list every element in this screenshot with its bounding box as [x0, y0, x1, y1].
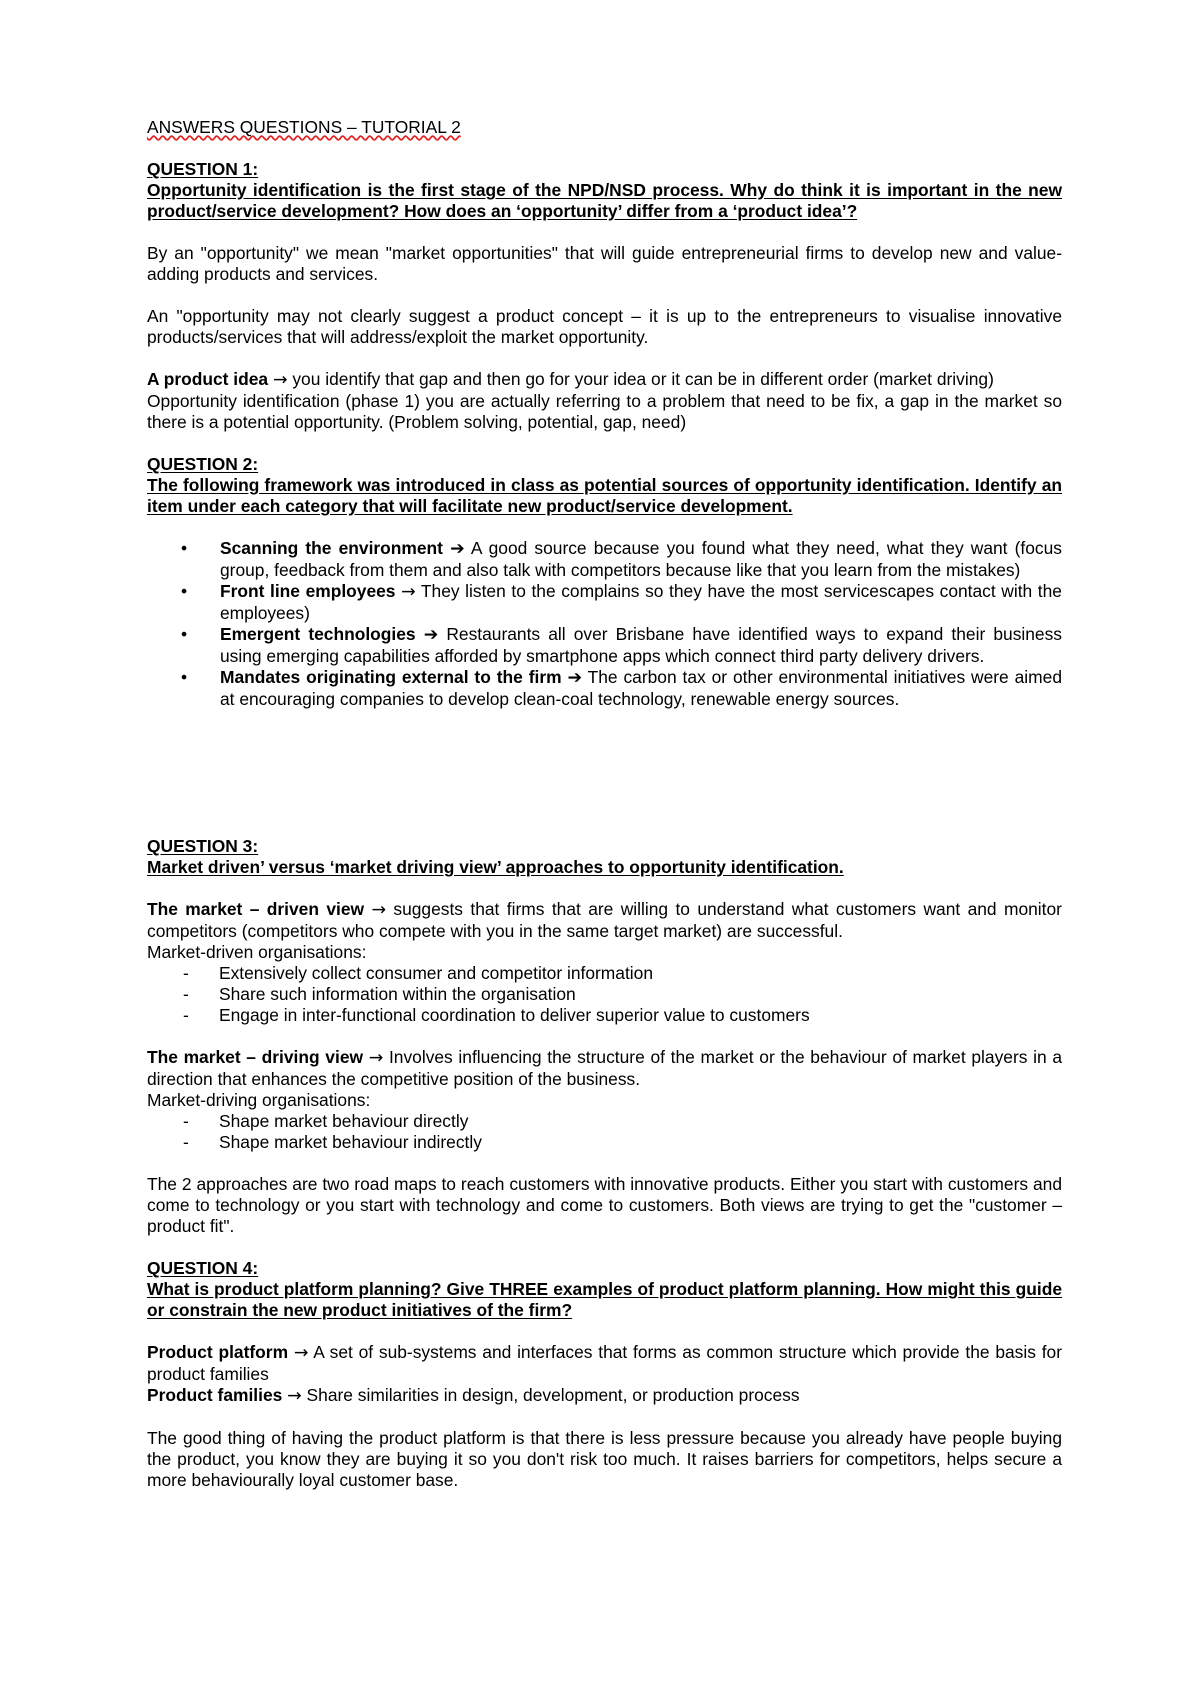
arrow-icon: → [287, 1386, 302, 1406]
q3-driving-list [147, 1111, 1062, 1153]
arrow-icon: → [371, 900, 387, 920]
product-families-label: Product families [147, 1385, 283, 1405]
driving-view-text: Involves influencing the structure of the market or the behaviour of market players in a direction that enhances the competitive position of the business. [147, 1047, 1062, 1089]
arrow-icon: ➔ [423, 625, 439, 645]
q1-paragraph-3: Opportunity identification (phase 1) you are actually referring to a problem that need to be fix, a gap in the market so there is a potential opportunity. (Problem solving, potential, gap, need) [147, 391, 1062, 432]
list-item-text: Extensively collect consumer and competitor information [219, 963, 653, 983]
driving-view-label: The market – driving view [147, 1047, 364, 1067]
arrow-icon: ➔ [567, 668, 583, 688]
q3-driven-view [147, 899, 1062, 942]
dash-icon: - [183, 1005, 189, 1025]
q3-driven-list [147, 963, 1062, 1026]
dash-icon: - [183, 1132, 189, 1152]
item-text: Restaurants all over Brisbane have identified ways to expand their business using emerging capabilities afforded by smartphone apps which connect third party delivery drivers. [220, 624, 1062, 666]
arrow-icon: → [368, 1048, 384, 1068]
document-page [147, 117, 1062, 1491]
q3-driving-orgs: Market-driving organisations: [147, 1090, 371, 1110]
list-item [147, 581, 1062, 624]
item-label: Scanning the environment [220, 538, 443, 558]
list-item [147, 1132, 1062, 1153]
bullet-icon: • [181, 667, 188, 687]
list-item-text: Shape market behaviour indirectly [219, 1132, 482, 1152]
item-label: Emergent technologies [220, 624, 416, 644]
q3-conclusion: The 2 approaches are two road maps to reach customers with innovative products. Either you start with customers and come to technology or you start with technology and come to customers. Both views are trying to get the "customer – product fit". [147, 1174, 1062, 1236]
q3-question: Market driven’ versus ‘market driving view’ approaches to opportunity identification. [147, 857, 844, 877]
bullet-icon: • [181, 581, 188, 601]
q1-paragraph-2: An "opportunity may not clearly suggest a product concept – it is up to the entrepreneurs to visualise innovative products/services that will address/exploit the market opportunity. [147, 306, 1062, 347]
q1-paragraph-1: By an "opportunity" we mean "market opportunities" that will guide entrepreneurial firms to develop new and value-adding products and services. [147, 243, 1062, 284]
q1-question: Opportunity identification is the first stage of the NPD/NSD process. Why do think it is important in the new product/service development? How does an ‘opportunity’ differ from a ‘product idea’? [147, 180, 1062, 221]
item-text: A good source because you found what they need, what they want (focus group, feedback from them and also talk with competitors because like that you learn from the mistakes) [220, 538, 1062, 580]
driven-view-label: The market – driven view [147, 899, 365, 919]
q4-question: What is product platform planning? Give THREE examples of product platform planning. How might this guide or constrain the new product initiatives of the firm? [147, 1279, 1062, 1320]
q3-driven-orgs: Market-driven organisations: [147, 942, 367, 962]
product-platform-text: A set of sub-systems and interfaces that forms as common structure which provide the basis for product families [147, 1342, 1062, 1384]
list-item [147, 1111, 1062, 1132]
driven-view-text: suggests that firms that are willing to understand what customers want and monitor competitors (competitors who compete with you in the same target market) are successful. [147, 899, 1062, 941]
bullet-icon: • [181, 538, 188, 558]
product-families-text: Share similarities in design, development, or production process [301, 1385, 800, 1405]
item-label: Front line employees [220, 581, 396, 601]
list-item-text: Shape market behaviour directly [219, 1111, 469, 1131]
arrow-icon: → [401, 582, 416, 602]
list-item [147, 963, 1062, 984]
list-item-text: Share such information within the organisation [219, 984, 576, 1004]
bullet-icon: • [181, 624, 188, 644]
q2-heading: QUESTION 2: [147, 454, 259, 474]
arrow-icon: → [272, 370, 288, 390]
document-title-text: ANSWERS QUESTIONS – TUTORIAL 2 [147, 117, 461, 137]
list-item-text: Engage in inter-functional coordination to deliver superior value to customers [219, 1005, 810, 1025]
product-platform-label: Product platform [147, 1342, 289, 1362]
item-text: They listen to the complains so they have the most servicescapes contact with the employees) [220, 581, 1062, 623]
q4-paragraph: The good thing of having the product platform is that there is less pressure because you already have people buying the product, you know they are buying it so you don't risk too much. It raises barriers for competitors, helps secure a more behaviourally loyal customer base. [147, 1428, 1062, 1490]
arrow-icon: ➔ [450, 539, 465, 559]
list-item [147, 538, 1062, 581]
q4-product-platform [147, 1342, 1062, 1385]
q4-product-families [147, 1385, 1062, 1407]
list-item [147, 1005, 1062, 1026]
product-idea-text: you identify that gap and then go for your idea or it can be in different order (market driving) [287, 369, 994, 389]
document-title [147, 117, 1062, 138]
item-label: Mandates originating external to the firm [220, 667, 562, 687]
dash-icon: - [183, 984, 189, 1004]
q2-source-list [147, 538, 1062, 710]
dash-icon: - [183, 963, 189, 983]
q3-heading: QUESTION 3: [147, 836, 259, 856]
q1-product-idea [147, 369, 1062, 391]
item-text: The carbon tax or other environmental initiatives were aimed at encouraging companies to develop clean-coal technology, renewable energy sources. [220, 667, 1062, 709]
q1-heading: QUESTION 1: [147, 159, 259, 179]
q2-question: The following framework was introduced in class as potential sources of opportunity identification. Identify an item under each category that will facilitate new product/service development. [147, 475, 1062, 516]
arrow-icon: → [293, 1343, 309, 1363]
q4-heading: QUESTION 4: [147, 1258, 259, 1278]
dash-icon: - [183, 1111, 189, 1131]
product-idea-label: A product idea [147, 369, 269, 389]
list-item [147, 624, 1062, 667]
list-item [147, 667, 1062, 710]
q3-driving-view [147, 1047, 1062, 1090]
list-item [147, 984, 1062, 1005]
